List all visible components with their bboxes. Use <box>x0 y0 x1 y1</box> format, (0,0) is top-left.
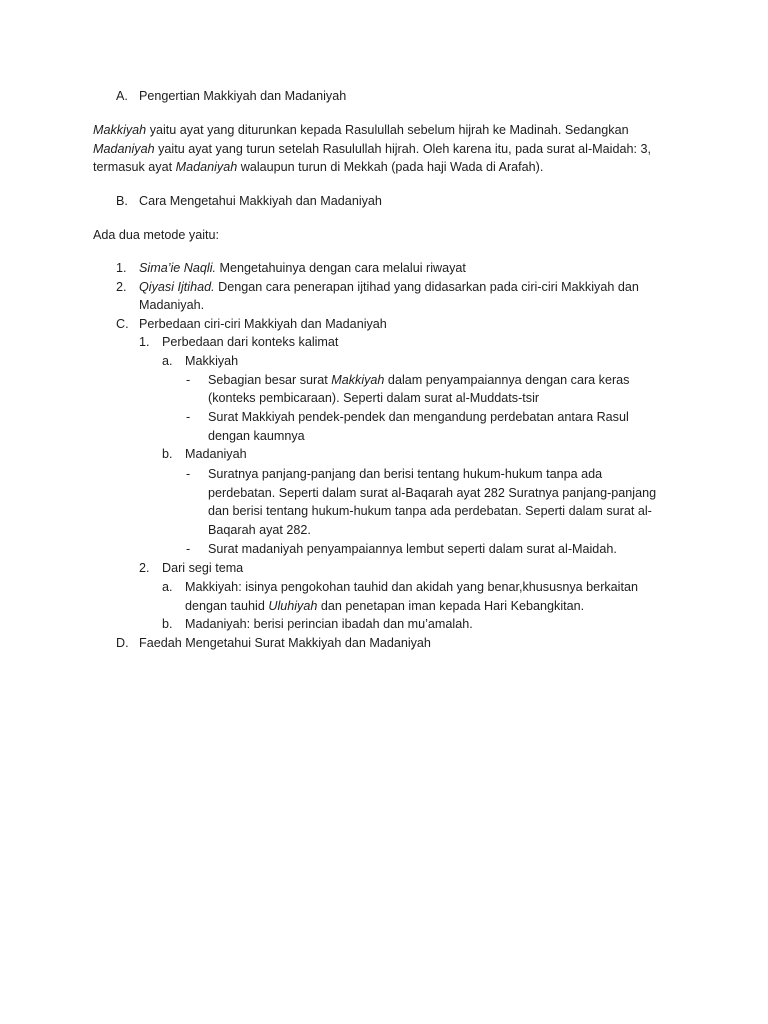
intro-line-2: Madaniyah yaitu ayat yang turun setelah Rasulullah hijrah. Oleh karena itu, pada surat al-Maidah: 3, <box>93 142 651 156</box>
section-a-marker: A. <box>116 89 128 103</box>
point-2-title: Dari segi tema <box>162 561 244 575</box>
point-1-title: Perbedaan dari konteks kalimat <box>162 335 339 349</box>
point-1-marker: 1. <box>139 335 150 349</box>
bullet-dash: - <box>186 467 191 481</box>
section-d-title: Faedah Mengetahui Surat Makkiyah dan Madaniyah <box>139 636 431 650</box>
madaniyah-bullet-1-line-3: dan berisi tentang hukum-hukum tanpa ada perdebatan. Seperti dalam surat al- <box>208 504 652 518</box>
method-1: Sima’ie Naqli. Mengetahuinya dengan cara melalui riwayat <box>139 261 466 275</box>
madaniyah-bullet-2: Surat madaniyah penyampaiannya lembut seperti dalam surat al-Maidah. <box>208 542 617 556</box>
bullet-dash: - <box>186 373 191 387</box>
bullet-dash: - <box>186 410 191 424</box>
makkiyah-bullet-2-continuation: dengan kaumnya <box>208 429 305 443</box>
makkiyah-label: Makkiyah <box>185 354 239 368</box>
method-2: Qiyasi Ijtihad. Dengan cara penerapan ijtihad yang didasarkan pada ciri-ciri Makkiyah dan <box>139 280 639 294</box>
tema-b-marker: b. <box>162 617 173 631</box>
madaniyah-marker: b. <box>162 447 173 461</box>
section-c-marker: C. <box>116 317 129 331</box>
section-a-title: Pengertian Makkiyah dan Madaniyah <box>139 89 347 103</box>
method-2-marker: 2. <box>116 280 127 294</box>
makkiyah-bullet-1: Sebagian besar surat Makkiyah dalam penyampaiannya dengan cara keras <box>208 373 630 387</box>
section-b-marker: B. <box>116 194 128 208</box>
tema-a-marker: a. <box>162 580 173 594</box>
section-c-title: Perbedaan ciri-ciri Makkiyah dan Madaniyah <box>139 317 387 331</box>
term-madaniyah: Madaniyah <box>93 142 155 156</box>
madaniyah-bullet-1-line-1: Suratnya panjang-panjang dan berisi tentang hukum-hukum tanpa ada <box>208 467 603 481</box>
makkiyah-bullet-2: Surat Makkiyah pendek-pendek dan mengandung perdebatan antara Rasul <box>208 410 629 424</box>
point-2-marker: 2. <box>139 561 150 575</box>
term-madaniyah: Madaniyah <box>175 160 238 174</box>
method-2-continuation: Madaniyah. <box>139 298 205 312</box>
intro-line-1: Makkiyah yaitu ayat yang diturunkan kepada Rasulullah sebelum hijrah ke Madinah. Sedangkan <box>93 123 629 137</box>
madaniyah-label: Madaniyah <box>185 447 247 461</box>
makkiyah-marker: a. <box>162 354 173 368</box>
tema-makkiyah-continuation: dengan tauhid Uluhiyah dan penetapan iman kepada Hari Kebangkitan. <box>185 599 585 613</box>
makkiyah-bullet-1-continuation: (konteks pembicaraan). Seperti dalam surat al-Muddats-tsir <box>208 391 540 405</box>
tema-makkiyah: Makkiyah: isinya pengokohan tauhid dan akidah yang benar,khususnya berkaitan <box>185 580 638 594</box>
methods-intro: Ada dua metode yaitu: <box>93 228 220 242</box>
term-makkiyah: Makkiyah <box>93 123 147 137</box>
madaniyah-bullet-1-line-2: perdebatan. Seperti dalam surat al-Baqarah ayat 282 Suratnya panjang-panjang <box>208 486 657 500</box>
tema-madaniyah: Madaniyah: berisi perincian ibadah dan mu’amalah. <box>185 617 473 631</box>
madaniyah-bullet-1-line-4: Baqarah ayat 282. <box>208 523 311 537</box>
method-1-marker: 1. <box>116 261 127 275</box>
section-b-title: Cara Mengetahui Makkiyah dan Madaniyah <box>139 194 382 208</box>
intro-line-3: termasuk ayat Madaniyah walaupun turun di Mekkah (pada haji Wada di Arafah). <box>93 160 544 174</box>
bullet-dash: - <box>186 542 191 556</box>
section-d-marker: D. <box>116 636 129 650</box>
